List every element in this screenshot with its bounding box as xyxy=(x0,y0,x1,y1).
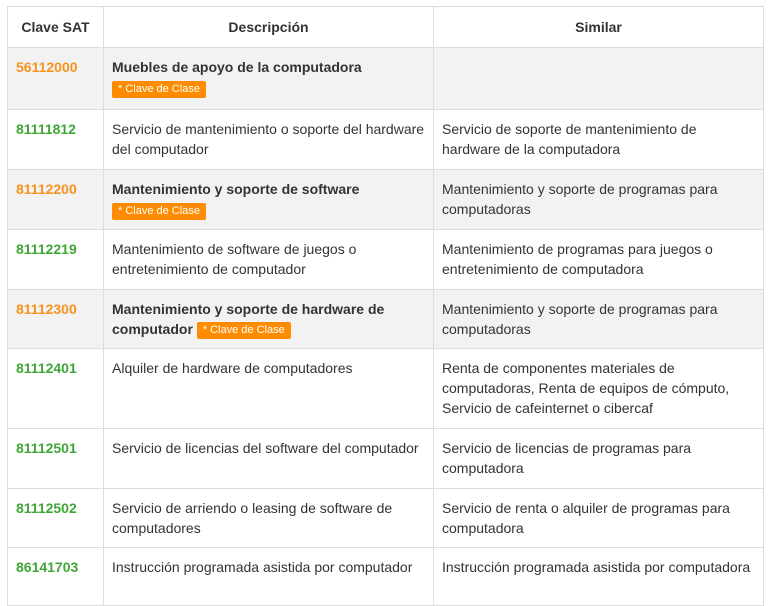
description-text: Muebles de apoyo de la computadora xyxy=(112,59,362,75)
code-link[interactable]: 81112501 xyxy=(16,439,77,456)
code-link[interactable]: 81112300 xyxy=(16,300,77,317)
code-cell xyxy=(8,170,104,230)
code-link[interactable]: 81112200 xyxy=(16,181,77,197)
description-cell xyxy=(104,110,434,170)
code-cell xyxy=(8,229,104,289)
table-row xyxy=(8,110,764,170)
table-row xyxy=(8,547,764,605)
description-text: Servicio de arriendo o leasing de software de computadores xyxy=(112,499,393,536)
description-cell xyxy=(104,48,434,110)
table-row xyxy=(8,229,764,289)
code-link[interactable]: 81111812 xyxy=(16,121,76,137)
table-row xyxy=(8,488,764,547)
table-row xyxy=(8,348,764,428)
similar-text: Renta de componentes materiales de computadoras, Renta de equipos de cómputo, Servicio de cafeinternet o cibercaf xyxy=(442,359,730,416)
code-link[interactable]: 81112502 xyxy=(16,499,77,516)
description-text: Servicio de licencias del software del computador xyxy=(112,439,419,456)
header-similar: Similar xyxy=(434,7,764,48)
similar-text: Servicio de licencias de programas para computadora xyxy=(442,439,692,476)
class-badge: * Clave de Clase xyxy=(112,203,206,220)
description-cell xyxy=(104,170,434,230)
table-row xyxy=(8,289,764,348)
similar-text: Mantenimiento y soporte de programas para computadoras xyxy=(442,300,718,337)
description-text: Instrucción programada asistida por computador xyxy=(112,558,413,575)
code-cell xyxy=(8,488,104,547)
table-row xyxy=(8,170,764,230)
similar-cell xyxy=(434,348,764,428)
description-cell xyxy=(104,428,434,488)
description-cell xyxy=(104,289,434,348)
code-link[interactable]: 81112219 xyxy=(16,240,77,257)
code-cell xyxy=(8,110,104,170)
table-row xyxy=(8,428,764,488)
description-cell xyxy=(104,488,434,547)
sat-codes-table xyxy=(7,6,764,606)
similar-text: Mantenimiento de programas para juegos o entretenimiento de computadora xyxy=(442,240,713,277)
similar-cell xyxy=(434,428,764,488)
similar-cell xyxy=(434,488,764,547)
code-cell xyxy=(8,289,104,348)
code-link[interactable]: 86141703 xyxy=(16,558,79,575)
code-cell xyxy=(8,48,104,110)
table-header-row xyxy=(8,7,764,48)
similar-cell xyxy=(434,170,764,230)
header-clave-sat: Clave SAT xyxy=(8,7,104,48)
similar-cell xyxy=(434,547,764,605)
code-cell xyxy=(8,547,104,605)
description-text: Mantenimiento y soporte de hardware de computador xyxy=(112,300,385,337)
similar-text: Servicio de renta o alquiler de programas para computadora xyxy=(442,499,730,536)
class-badge: * Clave de Clase xyxy=(197,322,291,339)
description-text: Servicio de mantenimiento o soporte del hardware del computador xyxy=(112,121,425,157)
code-cell xyxy=(8,348,104,428)
similar-text: Instrucción programada asistida por computadora xyxy=(442,558,751,575)
sat-codes-table-container xyxy=(7,6,763,606)
description-text: Mantenimiento y soporte de software xyxy=(112,181,360,197)
code-cell xyxy=(8,428,104,488)
similar-text: Servicio de soporte de mantenimiento de hardware de la computadora xyxy=(442,121,697,157)
description-text: Alquiler de hardware de computadores xyxy=(112,359,353,376)
similar-cell xyxy=(434,110,764,170)
table-row xyxy=(8,48,764,110)
code-link[interactable]: 56112000 xyxy=(16,59,78,75)
code-link[interactable]: 81112401 xyxy=(16,359,77,376)
similar-cell xyxy=(434,289,764,348)
description-cell xyxy=(104,229,434,289)
similar-cell xyxy=(434,48,764,110)
similar-text: Mantenimiento y soporte de programas para computadoras xyxy=(442,181,718,217)
similar-cell xyxy=(434,229,764,289)
header-descripcion: Descripción xyxy=(104,7,434,48)
description-text: Mantenimiento de software de juegos o entretenimiento de computador xyxy=(112,240,357,277)
class-badge: * Clave de Clase xyxy=(112,81,206,98)
description-cell xyxy=(104,547,434,605)
description-cell xyxy=(104,348,434,428)
